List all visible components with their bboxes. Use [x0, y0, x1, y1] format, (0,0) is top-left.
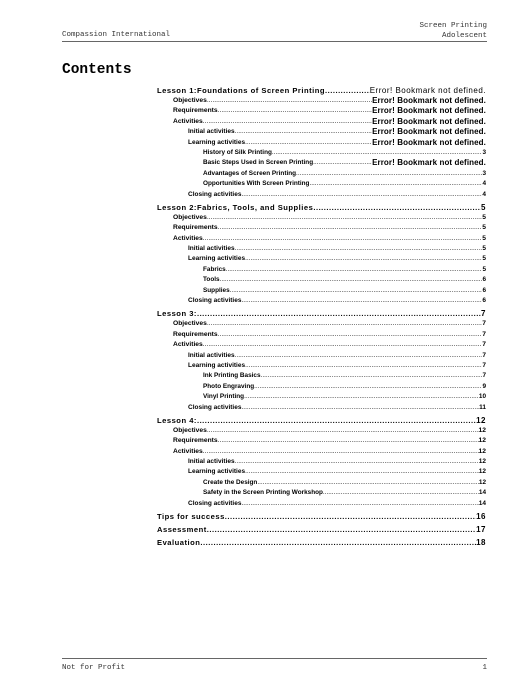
table-of-contents	[157, 85, 486, 548]
toc-dot-leader	[218, 106, 372, 116]
toc-entry[interactable]	[157, 415, 486, 426]
toc-page-number: 12	[478, 468, 486, 476]
toc-page-number: 12	[478, 458, 486, 466]
toc-page-number: Error! Bookmark not defined.	[372, 106, 486, 116]
toc-entry[interactable]	[157, 330, 486, 340]
toc-dot-leader	[245, 468, 479, 478]
toc-entry[interactable]	[157, 371, 486, 381]
toc-dot-leader	[220, 275, 483, 285]
toc-entry-label: Activities	[173, 234, 203, 242]
toc-entry[interactable]	[157, 351, 486, 361]
toc-dot-leader	[323, 488, 479, 498]
toc-entry-label: Opportunities With Screen Printing	[203, 180, 310, 188]
toc-entry[interactable]	[157, 202, 486, 213]
toc-entry-label: Learning activities	[188, 255, 246, 263]
toc-page-number: 5	[482, 265, 486, 273]
toc-dot-leader	[254, 382, 482, 392]
toc-entry[interactable]	[157, 537, 486, 548]
toc-entry-label: Safety in the Screen Printing Workshop	[203, 489, 323, 497]
toc-entry[interactable]	[157, 403, 486, 413]
header-course: Screen Printing	[419, 22, 487, 30]
toc-dot-leader	[257, 478, 479, 488]
header-organization: Compassion International	[62, 31, 171, 39]
toc-page-number: 5	[482, 245, 486, 253]
toc-entry-label: Activities	[173, 117, 203, 125]
toc-dot-leader	[207, 426, 479, 436]
toc-entry[interactable]	[157, 158, 486, 168]
toc-entry-label: Create the Design	[203, 478, 258, 486]
toc-page-number: 14	[478, 489, 486, 497]
toc-dot-leader	[203, 117, 372, 127]
toc-dot-leader	[313, 202, 481, 213]
toc-entry-label: Requirements	[173, 107, 218, 115]
toc-entry[interactable]	[157, 148, 486, 158]
toc-entry-label: Initial activities	[188, 351, 235, 359]
toc-entry[interactable]	[157, 468, 486, 478]
toc-dot-leader	[272, 148, 483, 158]
toc-entry[interactable]	[157, 340, 486, 350]
toc-entry[interactable]	[157, 488, 486, 498]
toc-page-number: 4	[482, 190, 486, 198]
toc-entry[interactable]	[157, 179, 486, 189]
toc-entry-label: Objectives	[173, 320, 207, 328]
toc-entry-label: Learning activities	[188, 138, 246, 146]
toc-entry[interactable]	[157, 223, 486, 233]
toc-entry[interactable]	[157, 275, 486, 285]
toc-entry-label: Objectives	[173, 96, 207, 104]
toc-entry[interactable]	[157, 511, 486, 522]
toc-dot-leader	[203, 340, 483, 350]
toc-page-number: 7	[482, 351, 486, 359]
toc-entry[interactable]	[157, 213, 486, 223]
toc-entry-label: Lesson 2:Fabrics, Tools, and Supplies	[157, 202, 314, 212]
toc-entry[interactable]	[157, 106, 486, 116]
toc-page-number: 11	[479, 403, 486, 411]
toc-page-number: 12	[478, 426, 486, 434]
toc-dot-leader	[197, 415, 476, 426]
toc-page-number: 9	[482, 382, 486, 390]
toc-entry[interactable]	[157, 244, 486, 254]
toc-entry[interactable]	[157, 234, 486, 244]
toc-entry-label: Initial activities	[188, 458, 235, 466]
toc-dot-leader	[241, 499, 478, 509]
toc-page-number: 14	[478, 499, 486, 507]
toc-entry-label: Tools	[203, 276, 220, 284]
toc-dot-leader	[200, 537, 476, 548]
toc-page-number: 5	[482, 234, 486, 242]
toc-entry-label: Lesson 3:	[157, 309, 197, 319]
toc-entry-label: Tips for success	[157, 512, 225, 522]
page-title: Contents	[62, 62, 132, 78]
toc-page-number: 7	[482, 341, 486, 349]
toc-dot-leader	[218, 436, 479, 446]
toc-entry-label: Lesson 1:Foundations of Screen Printing	[157, 86, 326, 95]
toc-dot-leader	[207, 96, 372, 106]
toc-dot-leader	[218, 223, 483, 233]
toc-dot-leader	[325, 85, 370, 96]
toc-page-number: 5	[481, 202, 486, 212]
toc-entry[interactable]	[157, 382, 486, 392]
toc-entry[interactable]	[157, 127, 486, 137]
toc-page-number: 12	[478, 437, 486, 445]
toc-page-number: Error! Bookmark not defined.	[372, 158, 486, 168]
toc-entry-label: Photo Engraving	[203, 382, 255, 390]
toc-dot-leader	[296, 169, 482, 179]
toc-entry[interactable]	[157, 96, 486, 106]
toc-entry[interactable]	[157, 457, 486, 467]
toc-entry[interactable]	[157, 392, 486, 402]
toc-entry-label: Advantages of Screen Printing	[203, 169, 297, 177]
toc-dot-leader	[225, 511, 476, 522]
toc-page-number: 5	[482, 224, 486, 232]
toc-entry[interactable]	[157, 254, 486, 264]
toc-entry[interactable]	[157, 296, 486, 306]
toc-page-number: Error! Bookmark not defined.	[372, 137, 486, 147]
page-number: 1	[482, 664, 487, 672]
toc-page-number: 12	[478, 478, 486, 486]
toc-dot-leader	[235, 457, 479, 467]
toc-page-number: 4	[482, 180, 486, 188]
toc-entry[interactable]	[157, 117, 486, 127]
toc-entry[interactable]	[157, 138, 486, 148]
toc-page-number: 3	[482, 148, 486, 156]
toc-dot-leader	[197, 308, 481, 319]
toc-page-number: 6	[482, 286, 486, 294]
toc-entry-label: Fabrics	[203, 265, 226, 273]
toc-dot-leader	[207, 524, 476, 535]
toc-page-number: 16	[476, 512, 486, 522]
toc-entry[interactable]	[157, 361, 486, 371]
toc-entry-label: Supplies	[203, 286, 230, 294]
toc-page-number: 7	[482, 320, 486, 328]
toc-entry-label: History of Silk Printing	[203, 148, 272, 156]
toc-entry-label: Requirements	[173, 330, 218, 338]
toc-entry-label: Closing activities	[188, 499, 242, 507]
toc-page-number: 7	[482, 330, 486, 338]
footer-note: Not for Profit	[62, 664, 126, 672]
toc-dot-leader	[309, 179, 482, 189]
toc-entry[interactable]	[157, 169, 486, 179]
toc-page-number: 10	[478, 393, 486, 401]
footer-rule	[62, 658, 487, 659]
toc-entry-label: Lesson 4:	[157, 415, 197, 425]
toc-page-number: 12	[476, 415, 486, 425]
toc-entry[interactable]	[157, 524, 486, 535]
toc-entry[interactable]	[157, 499, 486, 509]
toc-page-number: 5	[482, 255, 486, 263]
toc-entry-label: Assessment	[157, 525, 207, 535]
toc-entry-label: Basic Steps Used in Screen Printing	[203, 159, 314, 167]
toc-entry-label: Activities	[173, 447, 203, 455]
toc-entry[interactable]	[157, 308, 486, 319]
header-rule	[62, 41, 487, 42]
toc-dot-leader	[226, 265, 483, 275]
toc-entry-label: Vinyl Printing	[203, 393, 245, 401]
toc-page-number: 7	[481, 309, 486, 319]
toc-entry[interactable]	[157, 426, 486, 436]
toc-dot-leader	[241, 190, 482, 200]
toc-entry-label: Closing activities	[188, 297, 242, 305]
toc-entry-label: Closing activities	[188, 403, 242, 411]
toc-dot-leader	[230, 286, 483, 296]
toc-page-number: Error! Bookmark not defined.	[372, 116, 486, 126]
toc-dot-leader	[241, 403, 479, 413]
toc-dot-leader	[207, 319, 482, 329]
toc-entry[interactable]	[157, 436, 486, 446]
toc-entry-label: Ink Printing Basics	[203, 372, 261, 380]
toc-entry-label: Activities	[173, 341, 203, 349]
toc-dot-leader	[241, 296, 482, 306]
toc-dot-leader	[207, 213, 482, 223]
toc-entry[interactable]	[157, 478, 486, 488]
toc-entry-label: Learning activities	[188, 361, 246, 369]
toc-page-number: 5	[482, 213, 486, 221]
toc-entry[interactable]	[157, 190, 486, 200]
toc-entry[interactable]	[157, 85, 486, 96]
toc-dot-leader	[245, 361, 482, 371]
toc-page-number: 18	[476, 538, 486, 548]
toc-dot-leader	[203, 234, 483, 244]
toc-dot-leader	[235, 244, 483, 254]
toc-entry-label: Initial activities	[188, 128, 235, 136]
toc-entry[interactable]	[157, 319, 486, 329]
toc-entry[interactable]	[157, 447, 486, 457]
toc-entry-label: Evaluation	[157, 538, 201, 548]
toc-dot-leader	[218, 330, 483, 340]
toc-entry-label: Learning activities	[188, 468, 246, 476]
toc-entry-label: Objectives	[173, 426, 207, 434]
toc-entry-label: Closing activities	[188, 190, 242, 198]
toc-dot-leader	[235, 127, 372, 137]
toc-entry[interactable]	[157, 265, 486, 275]
toc-page-number: Error! Bookmark not defined.	[372, 96, 486, 105]
header-audience: Adolescent	[441, 31, 487, 40]
toc-dot-leader	[261, 371, 483, 381]
toc-entry-label: Objectives	[173, 213, 207, 221]
toc-page-number: 7	[482, 372, 486, 380]
toc-dot-leader	[244, 392, 479, 402]
toc-dot-leader	[245, 254, 482, 264]
toc-page-number: 6	[482, 276, 486, 284]
header-course-info	[419, 22, 487, 41]
toc-entry-label: Requirements	[173, 224, 218, 232]
toc-entry-label: Requirements	[173, 437, 218, 445]
toc-page-number: 7	[482, 361, 486, 369]
toc-entry[interactable]	[157, 286, 486, 296]
toc-page-number: 3	[482, 169, 486, 177]
toc-page-number: Error! Bookmark not defined.	[372, 127, 486, 137]
toc-page-number: 6	[482, 297, 486, 305]
toc-page-number: 17	[476, 525, 486, 535]
toc-entry-label: Initial activities	[188, 245, 235, 253]
toc-dot-leader	[235, 351, 483, 361]
toc-page-number: Error! Bookmark not defined.	[369, 86, 486, 95]
toc-dot-leader	[313, 158, 372, 168]
toc-dot-leader	[245, 138, 372, 148]
toc-page-number: 12	[478, 447, 486, 455]
toc-dot-leader	[203, 447, 479, 457]
